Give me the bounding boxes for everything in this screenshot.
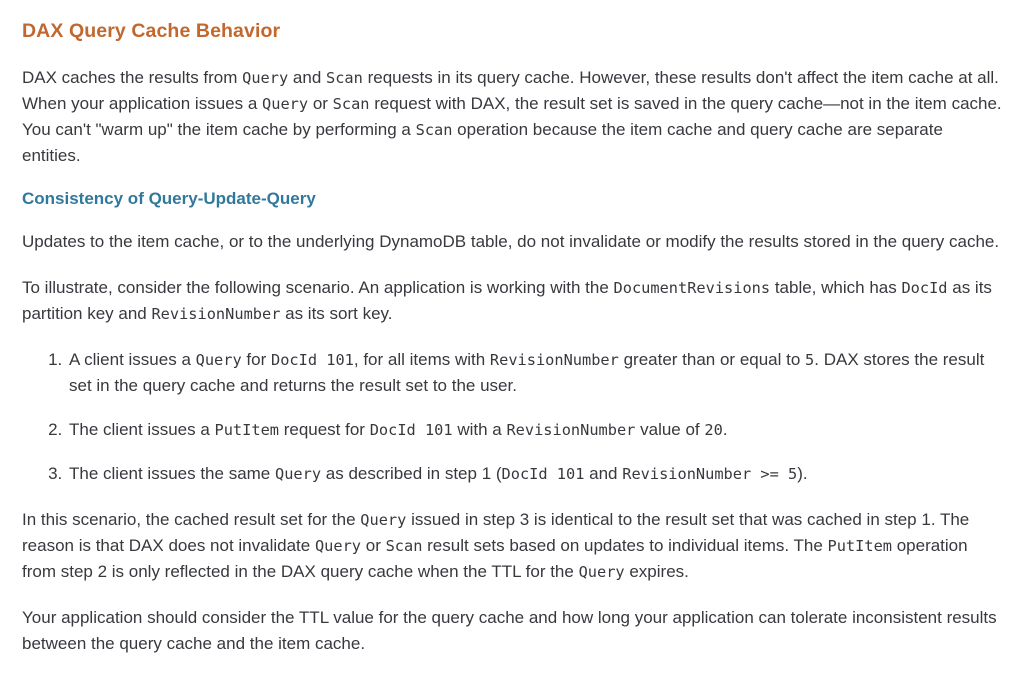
paragraph-updates	[22, 229, 1004, 255]
text-segment: or	[308, 94, 333, 113]
inline-code: Query	[578, 563, 625, 581]
section-heading-consistency: Consistency of Query-Update-Query	[22, 189, 316, 208]
text-segment: operation because the item cache and query cache are separate entities.	[22, 120, 943, 165]
text-segment: and	[288, 68, 327, 87]
inline-code: RevisionNumber	[151, 305, 281, 323]
paragraph-ttl-advice	[22, 605, 1004, 657]
text-segment: request with DAX, the result set is saved in the query cache—not in the item cache. You can't "warm up" the item cache by performing a	[22, 94, 1002, 139]
text-segment: request for	[278, 420, 370, 439]
inline-code: Query	[262, 95, 309, 113]
inline-code: Scan	[326, 69, 363, 87]
text-segment: value of	[635, 420, 705, 439]
page-title: DAX Query Cache Behavior	[22, 20, 281, 42]
inline-code: 5	[805, 351, 815, 369]
text-segment: , for all items with	[353, 350, 490, 369]
text-segment: as described in step 1 (	[321, 464, 502, 483]
inline-code: DocId 101	[501, 465, 585, 483]
text-segment: DAX caches the results from	[22, 68, 243, 87]
text-segment: Your application should consider the TTL value for the query cache and how long your application can tolerate inconsistent results between the query cache and the item cache.	[22, 608, 997, 653]
inline-code: DocId 101	[369, 421, 453, 439]
text-segment: or	[361, 536, 386, 555]
text-segment: A client issues a	[69, 350, 196, 369]
list-item-step-2	[67, 417, 1004, 443]
inline-code: Scan	[415, 121, 453, 139]
text-segment: as its sort key.	[280, 304, 393, 323]
text-segment: issued in step 3 is identical to the result set that was cached in step 1. The reason is that DAX does not invalidate	[22, 510, 970, 555]
text-segment: requests in its query cache. However, these results don't affect the item cache at all. When your application issues a	[22, 68, 999, 113]
inline-code: Query	[314, 537, 362, 555]
paragraph-scenario-intro	[22, 275, 1004, 327]
inline-code: Query	[360, 511, 407, 529]
text-segment: The client issues a	[69, 420, 215, 439]
inline-code: DocId	[901, 279, 948, 297]
text-segment: To illustrate, consider the following scenario. An application is working with the	[22, 278, 614, 297]
text-segment: . DAX stores the result set in the query cache and returns the result set to the user.	[69, 350, 985, 395]
text-segment: and	[584, 464, 623, 483]
text-segment: The client issues the same	[69, 464, 275, 483]
paragraph-conclusion	[22, 507, 1004, 585]
inline-code: Query	[195, 351, 242, 369]
text-segment: .	[722, 420, 728, 439]
inline-code: RevisionNumber	[506, 421, 636, 439]
text-segment: expires.	[624, 562, 689, 581]
text-segment: In this scenario, the cached result set for the	[22, 510, 361, 529]
text-segment: as its partition key and	[22, 278, 992, 323]
text-segment: with a	[452, 420, 507, 439]
text-segment: ).	[797, 464, 808, 483]
list-item-step-3	[67, 461, 1004, 487]
inline-code: PutItem	[214, 421, 279, 439]
inline-code: RevisionNumber	[489, 351, 619, 369]
text-segment: operation from step 2 is only reflected in the DAX query cache when the TTL for the	[22, 536, 968, 581]
inline-code: Scan	[332, 95, 370, 113]
inline-code: PutItem	[827, 537, 892, 555]
inline-code: RevisionNumber >= 5	[622, 465, 798, 483]
text-segment: for	[241, 350, 271, 369]
paragraph-query-cache-intro	[22, 65, 1004, 169]
text-segment: greater than or equal to	[618, 350, 806, 369]
inline-code: 20	[704, 421, 723, 439]
inline-code: DocumentRevisions	[613, 279, 771, 297]
inline-code: Query	[274, 465, 322, 483]
list-item-step-1	[67, 347, 1004, 399]
inline-code: Query	[242, 69, 289, 87]
text-segment: result sets based on updates to individual items. The	[422, 536, 828, 555]
scenario-list	[22, 347, 1004, 487]
inline-code: DocId 101	[270, 351, 354, 369]
text-segment: Updates to the item cache, or to the underlying DynamoDB table, do not invalidate or modify the results stored in the query cache.	[22, 232, 1000, 251]
text-segment: table, which has	[770, 278, 902, 297]
inline-code: Scan	[385, 537, 423, 555]
